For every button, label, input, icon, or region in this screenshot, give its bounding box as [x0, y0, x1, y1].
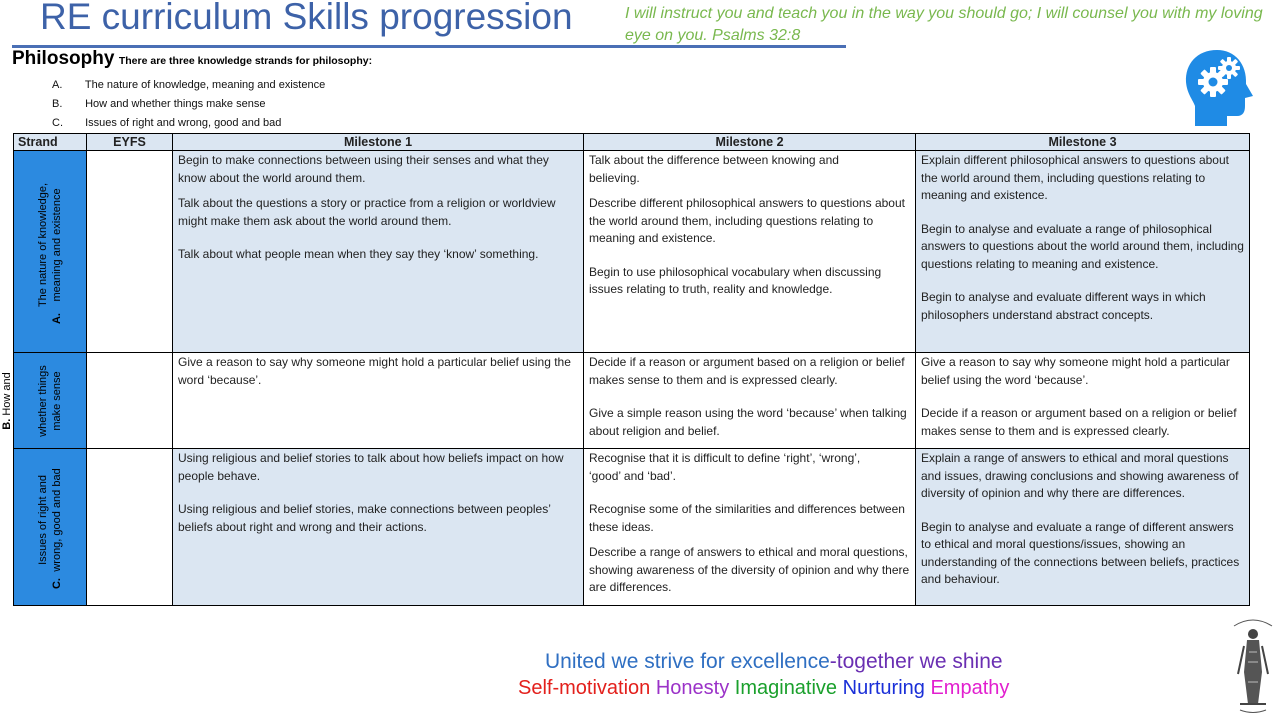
milestone-2-cell — [584, 151, 916, 353]
scripture-quote: I will instruct you and teach you in the way you should go; I will counsel you with my loving eye on you. Psalms 32:8 — [625, 5, 1263, 44]
column-header: EYFS — [87, 134, 173, 151]
column-header: Milestone 3 — [916, 134, 1250, 151]
strand-list-item — [52, 95, 325, 114]
skill-statement: Explain different philosophical answers to questions about the world around them, including questions relating to meaning and existence. — [921, 153, 1229, 202]
skill-statement: Using religious and belief stories, make connections between peoples’ beliefs about right and wrong and their actions. — [178, 502, 551, 534]
strand-letter: C. — [51, 577, 63, 589]
value-word: Nurturing — [842, 677, 925, 699]
milestone-1-cell — [173, 449, 584, 606]
value-word: Empathy — [930, 677, 1010, 699]
value-word: Self-motivation — [518, 677, 651, 699]
skill-statement: Explain a range of answers to ethical and moral questions and issues, drawing conclusions and showing awareness of diversity of opinion and why there are differences. — [921, 451, 1239, 500]
milestone-3-cell — [916, 449, 1250, 606]
strand-label-cell — [14, 449, 87, 606]
strand-list-item — [52, 114, 325, 133]
milestone-2-cell — [584, 449, 916, 606]
school-crest-icon — [1228, 612, 1278, 716]
milestone-1-cell — [173, 151, 584, 353]
eyfs-cell — [87, 353, 173, 449]
milestone-2-cell — [584, 353, 916, 449]
column-header: Milestone 1 — [173, 134, 584, 151]
skill-statement: Begin to analyse and evaluate a range of philosophical answers to questions about the world around them, including questions relating to meaning and existence. — [921, 221, 1244, 271]
skill-statement: Give a reason to say why someone might hold a particular belief using the word ‘because’. — [178, 355, 571, 387]
table-header-row — [14, 134, 1250, 151]
skill-statement: Begin to analyse and evaluate a range of different answers to ethical and moral questions/issues, showing an understanding of the connections between beliefs, practices and behaviour. — [921, 519, 1240, 586]
table-row — [14, 449, 1250, 606]
skill-statement: Talk about the difference between knowing and believing. — [589, 153, 839, 185]
skill-statement: Begin to make connections between using their senses and what they know about the world around them. — [178, 153, 549, 185]
skill-statement: Recognise some of the similarities and differences between these ideas. — [589, 502, 905, 534]
strand-label-cell — [14, 151, 87, 353]
section-heading — [12, 48, 372, 70]
skill-statement: Begin to analyse and evaluate different ways in which philosophers understand abstract concepts. — [921, 290, 1206, 322]
strand-list — [52, 76, 325, 133]
strand-letter: A. — [52, 79, 63, 91]
strand-label — [1, 372, 13, 429]
column-header: Strand — [14, 134, 87, 151]
table-row — [14, 151, 1250, 353]
skill-statement: Talk about the questions a story or practice from a religion or worldview might make them ask about the world around them. — [178, 196, 556, 228]
skill-statement: Decide if a reason or argument based on a religion or belief makes sense to them and is expressed clearly. — [921, 406, 1237, 438]
head-with-gears-icon — [1183, 48, 1255, 128]
table-row — [14, 353, 1250, 449]
strand-text: Issues of right and wrong, good and bad — [85, 117, 282, 129]
column-header: Milestone 2 — [584, 134, 916, 151]
milestone-1-cell — [173, 353, 584, 449]
strand-name: The nature of knowledge, meaning and existence — [37, 182, 63, 307]
strand-label — [36, 179, 64, 323]
strand-label — [36, 361, 64, 441]
value-word: Imaginative — [734, 677, 838, 699]
skill-statement: Give a reason to say why someone might hold a particular belief using the word ‘because’. — [921, 355, 1230, 387]
strand-text: The nature of knowledge, meaning and existence — [84, 79, 326, 91]
eyfs-cell — [87, 151, 173, 353]
section-subtitle: There are three knowledge strands for philosophy: — [118, 55, 373, 67]
strand-letter: B. — [1, 418, 13, 430]
skill-statement: Describe a range of answers to ethical and moral questions, showing awareness of the diversity of opinion and why there are differences. — [589, 545, 910, 594]
strand-b-outer-label — [1, 369, 13, 433]
school-motto — [545, 650, 1003, 674]
strand-letter: A. — [51, 312, 63, 324]
motto-part: -together we shine — [829, 650, 1003, 673]
section-title: Philosophy — [12, 48, 115, 69]
eyfs-cell — [87, 449, 173, 606]
value-word: Honesty — [655, 677, 730, 699]
skill-statement: Give a simple reason using the word ‘because’ when talking about religion and belief. — [589, 406, 907, 438]
strand-label — [36, 465, 64, 589]
skill-statement: Decide if a reason or argument based on a religion or belief makes sense to them and is expressed clearly. — [589, 355, 905, 387]
strand-letter: B. — [52, 98, 63, 110]
skill-statement: Talk about what people mean when they say they ‘know’ something. — [178, 247, 539, 261]
skill-statement: Recognise that it is difficult to define ‘right’, ‘wrong’, ‘good’ and ‘bad’. — [589, 451, 861, 483]
motto-part: United we strive for excellence — [545, 650, 830, 673]
strand-list-item — [52, 76, 325, 95]
page-title: RE curriculum Skills progression — [40, 0, 573, 37]
milestone-3-cell — [916, 353, 1250, 449]
skill-statement: Describe different philosophical answers to questions about the world around them, including questions relating to meaning and existence. — [589, 196, 905, 245]
milestone-3-cell — [916, 151, 1250, 353]
strand-label-cell — [14, 353, 87, 449]
skill-statement: Begin to use philosophical vocabulary when discussing issues relating to truth, reality and knowledge. — [589, 264, 882, 296]
strand-letter: C. — [52, 117, 63, 129]
strand-name: Issues of right and wrong, good and bad — [37, 468, 63, 572]
skills-table — [13, 133, 1250, 606]
strand-text: How and whether things make sense — [85, 98, 266, 110]
strand-name: whether things make sense — [37, 364, 63, 437]
school-values — [518, 677, 1009, 700]
strand-name: How and — [1, 372, 13, 416]
skill-statement: Using religious and belief stories to talk about how beliefs impact on how people behave. — [178, 451, 564, 483]
